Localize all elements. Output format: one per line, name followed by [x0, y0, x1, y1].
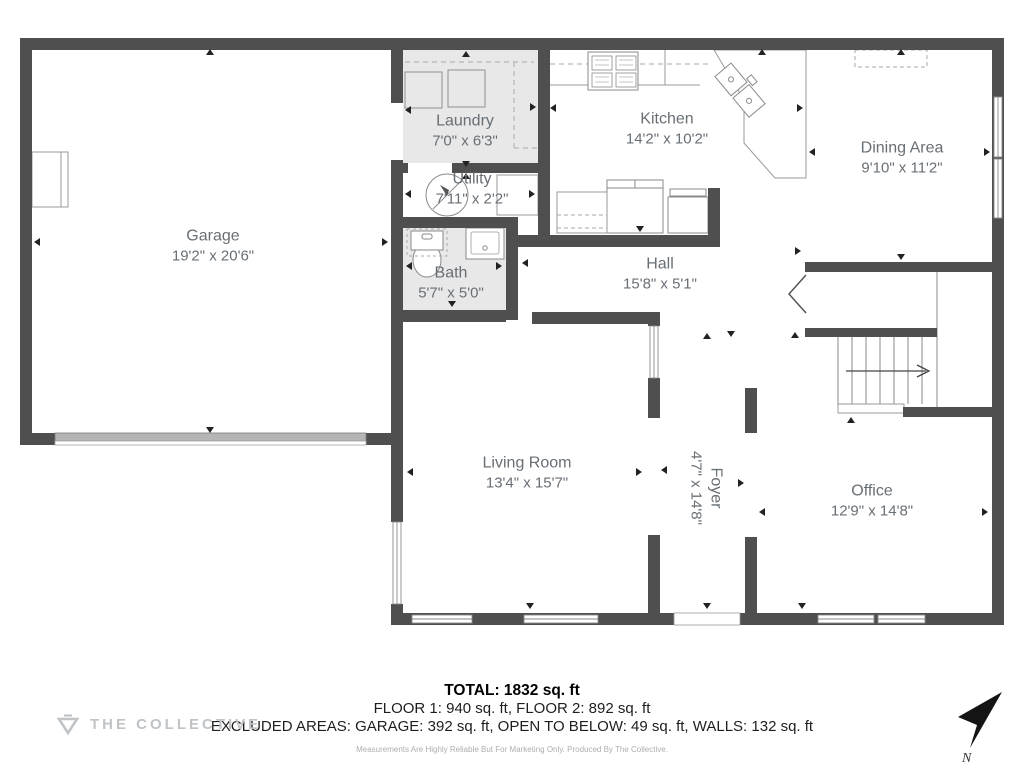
dimension-arrow	[206, 427, 214, 433]
room-name: Laundry	[436, 112, 494, 130]
dimension-arrow	[34, 238, 40, 246]
office-bottom-window-2	[878, 615, 925, 623]
room-label-dining	[861, 139, 944, 178]
room-dims: 7'11" x 2'2"	[435, 190, 509, 208]
staircase	[789, 272, 937, 417]
room-name: Garage	[186, 227, 240, 245]
dimension-arrow	[738, 479, 744, 487]
dimension-arrow	[727, 331, 735, 337]
dimension-arrow	[407, 468, 413, 476]
room-label-office	[831, 482, 913, 521]
total-area: TOTAL: 1832 sq. ft	[444, 682, 580, 699]
dryer-icon	[448, 70, 485, 107]
room-label-hall	[623, 255, 697, 294]
dimension-arrow	[550, 104, 556, 112]
stairs-direction-arrow	[846, 365, 929, 377]
dimension-arrow	[897, 254, 905, 260]
branding	[56, 712, 261, 736]
dimension-arrow	[982, 508, 988, 516]
dining-window-upper	[994, 97, 1002, 157]
fridge-icon	[607, 180, 663, 233]
dimension-arrow	[703, 603, 711, 609]
dimension-arrow	[847, 417, 855, 423]
living-side-window	[393, 522, 401, 604]
room-dims: 5'7" x 5'0"	[418, 284, 484, 302]
closet-door-icon	[789, 275, 806, 313]
floor-areas: FLOOR 1: 940 sq. ft, FLOOR 2: 892 sq. ft	[373, 700, 651, 717]
room-label-living	[483, 454, 572, 493]
living-bottom-window-2	[524, 615, 598, 623]
dimension-arrow	[809, 148, 815, 156]
collective-logo-icon	[56, 712, 80, 736]
north-arrow-icon	[950, 686, 1014, 766]
room-dims: 15'8" x 5'1"	[623, 275, 697, 293]
disclaimer: Measurements Are Highly Reliable But For Marketing Only. Produced By The Collective.	[356, 745, 668, 754]
room-name: Living Room	[482, 454, 572, 472]
room-name: Kitchen	[640, 110, 694, 128]
dining-window-lower	[994, 159, 1002, 218]
dimension-arrow	[636, 468, 642, 476]
front-door	[674, 613, 740, 625]
room-label-laundry	[432, 112, 498, 151]
dimension-arrow	[759, 508, 765, 516]
room-label-bath	[418, 264, 484, 303]
garage-door	[55, 433, 366, 445]
dimension-arrow	[405, 190, 411, 198]
room-name: Utility	[452, 170, 492, 188]
room-label-utility	[436, 170, 509, 209]
room-name: Foyer	[707, 467, 725, 509]
garage-equipment	[32, 152, 68, 207]
dining-cabinet-outline	[855, 50, 927, 67]
dimension-arrow	[791, 332, 799, 338]
dimension-arrow	[984, 148, 990, 156]
dimension-arrow	[798, 603, 806, 609]
dimension-arrow	[661, 466, 667, 474]
room-dims: 13'4" x 15'7"	[485, 474, 569, 492]
room-dims: 9'10" x 11'2"	[861, 159, 943, 177]
room-dims: 12'9" x 14'8"	[830, 502, 914, 520]
room-name: Bath	[434, 264, 468, 282]
stove-icon	[588, 52, 638, 90]
dimension-arrow	[703, 333, 711, 339]
room-dims: 19'2" x 20'6"	[171, 247, 255, 265]
room-dims: 14'2" x 10'2"	[625, 130, 709, 148]
garage-entry-door	[391, 103, 403, 160]
room-label-foyer	[687, 451, 726, 525]
room-label-garage	[172, 227, 254, 266]
room-label-kitchen	[626, 110, 708, 149]
room-dims: 4'7" x 14'8"	[687, 451, 705, 525]
washer-icon	[405, 72, 442, 108]
dimension-arrow	[795, 247, 801, 255]
room-name: Dining Area	[860, 139, 944, 157]
brand-name: THE COLLECTIVE	[90, 715, 262, 733]
room-dims: 7'0" x 6'3"	[432, 132, 498, 150]
counter-dishwasher	[557, 192, 607, 233]
room-name: Office	[851, 482, 893, 500]
excluded-areas: EXCLUDED AREAS: GARAGE: 392 sq. ft, OPEN TO BELOW: 49 sq. ft, WALLS: 132 sq. ft	[210, 718, 814, 735]
dimension-arrow	[382, 238, 388, 246]
dimension-arrow	[522, 259, 528, 267]
foyer-living-window	[650, 326, 658, 378]
north-label: N	[962, 751, 972, 766]
dimension-arrow	[526, 603, 534, 609]
living-bottom-window-1	[412, 615, 472, 623]
room-name: Hall	[646, 255, 674, 273]
office-bottom-window-1	[818, 615, 874, 623]
oven-icon	[668, 189, 708, 233]
